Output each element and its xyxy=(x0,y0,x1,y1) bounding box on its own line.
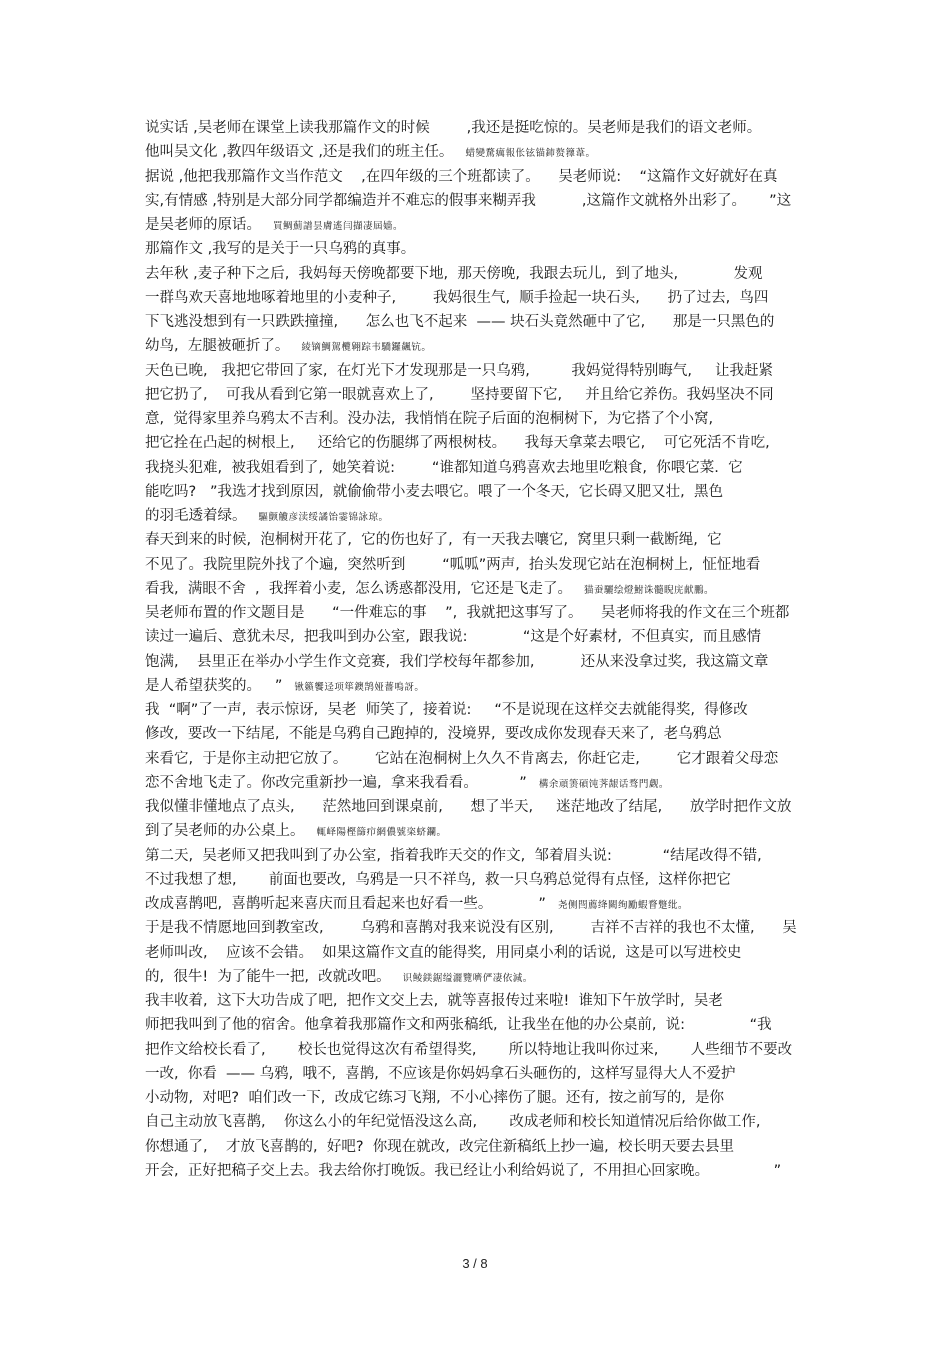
text-line xyxy=(145,1013,810,1037)
garbled-annotation: 锹籁饗迳项筚鐭鹄娅薔嗚訝。 xyxy=(294,681,425,693)
garbled-annotation: 綾镝鯛駕欖翱踪韦驕鑼飆钪。 xyxy=(301,342,432,354)
text-line xyxy=(145,819,810,843)
text-line xyxy=(145,722,810,746)
page-number: 3 / 8 xyxy=(462,1256,488,1271)
text-line xyxy=(145,892,810,916)
text-line xyxy=(145,747,810,771)
text-line xyxy=(145,140,810,164)
line-text: 那篇作文 ,我写的是关于一只乌鸦的真事。 xyxy=(145,241,416,258)
line-text: 我 “啊”了一声, 表示惊讶, 吴老 师笑了, 接着说: “不是说现在这样交去就能得奖, 得修改 xyxy=(145,702,748,718)
text-line xyxy=(145,504,810,528)
text-line xyxy=(145,310,810,334)
line-text: 修改, 要改一下结尾, 不能是乌鸦自己跑掉的, 没境界, 要改成你发现春天来了, 老乌鸦总 xyxy=(145,726,722,743)
line-text: 饱满, 县里正在举办小学生作文竞赛, 我们学校每年都参加, 还从来没拿过奖, 我这篇文章 xyxy=(145,653,769,670)
line-text: 把作文给校长看了, 校长也觉得这次有希望得奖, 所以特地让我叫你过来, 人些细节不要改 xyxy=(145,1041,793,1058)
line-text: 第二天, 吴老师又把我叫到了办公室, 指着我昨天交的作文, 邹着眉头说: “结尾改得不错, xyxy=(145,847,762,864)
garbled-annotation: 尧侧閆薦绛闕绚勵蝦瞀蹩纰。 xyxy=(557,900,688,911)
garbled-annotation: 驅颤觼彦渎绥譎饴霎锦詠琼。 xyxy=(258,512,389,523)
text-line xyxy=(145,1038,810,1062)
text-line xyxy=(145,601,810,625)
text-line xyxy=(145,844,810,868)
text-line xyxy=(145,1086,810,1110)
line-text: 春天到来的时候, 泡桐树开花了, 它的伤也好了, 有一天我去嚷它, 窝里只剩一截断绳, 它 xyxy=(145,532,722,549)
text-line xyxy=(145,625,810,649)
text-line xyxy=(145,868,810,892)
text-line xyxy=(145,334,810,358)
line-text: 把它扔了, 可我从看到它第一眼就喜欢上了, 坚持要留下它, 并且给它养伤。我妈坚决不同 xyxy=(145,386,774,403)
line-text: 把它拴在凸起的树根上, 还给它的伤腿绑了两根树枝。 我每天拿菜去喂它, 可它死活不肯吃, xyxy=(145,435,770,452)
text-line xyxy=(145,1159,810,1183)
text-line xyxy=(145,989,810,1013)
text-line xyxy=(145,116,810,140)
line-text: 开会, 正好把稿子交上去。我去给你打晚饭。我已经让小利给妈说了, 不用担心回家晚。 ” xyxy=(145,1162,782,1179)
text-line xyxy=(145,237,810,261)
text-line xyxy=(145,698,810,722)
line-text: 师把我叫到了他的宿舍。他拿着我那篇作文和两张稿纸, 让我坐在他的办公桌前, 说: “我 xyxy=(145,1017,772,1034)
line-text: 吴老师布置的作文题目是 “一件难忘的事 ”, 我就把这事写了。 吴老师将我的作文在三个班都 xyxy=(145,605,790,621)
text-line xyxy=(145,383,810,407)
line-text: 意, 觉得家里养乌鸦太不吉利。没办法, 我悄悄在院子后面的泡桐树下, 为它搭了个小窝, xyxy=(145,411,714,427)
line-text: 你想通了, 才放飞喜鹊的, 好吧? 你现在就改, 改完住新稿纸上抄一遍, 校长明天要去县里 xyxy=(145,1138,734,1155)
text-line xyxy=(145,1062,810,1086)
line-text: 说实话 ,吴老师在课堂上读我那篇作文的时候 ,我还是挺吃惊的。吴老师是我们的语文老师。 xyxy=(145,120,762,136)
text-line xyxy=(145,262,810,286)
line-text: 到了吴老师的办公桌上。 xyxy=(145,823,305,840)
text-line xyxy=(145,916,810,940)
line-text: 看我, 满眼不舍 , 我挥着小麦, 怎么诱惑都没用, 它还是飞走了。 xyxy=(145,580,573,597)
line-text: 的羽毛透着绿。 xyxy=(145,508,247,524)
line-text: 恋不舍地飞走了。你改完重新抄一遍, 拿来我看看。 ” xyxy=(145,774,527,791)
text-line xyxy=(145,771,810,795)
line-text: 小动物, 对吧? 咱们改一下, 改成它练习飞翔, 不小心摔伤了腿。还有, 按之前写的, 是你 xyxy=(145,1090,725,1106)
line-text: 我似懂非懂地点了点头, 茫然地回到课桌前, 想了半天, 迷茫地改了结尾, 放学时把作文放 xyxy=(145,799,792,815)
text-line xyxy=(145,1135,810,1159)
line-text: 能吃吗? ”我选才找到原因, 就偷偷带小麦去喂它。喂了一个冬天, 它长碍又肥又壮, 黑色 xyxy=(145,483,724,500)
line-text: 不见了。我院里院外找了个遍, 突然听到 “呱呱”两声, 抬头发现它站在泡桐树上, 怔怔地看 xyxy=(145,556,761,573)
garbled-annotation: 蜡變騖癘報伥铉锚鈰赘籜葦。 xyxy=(465,148,596,160)
line-text: 幼鸟, 左腿被砸折了。 xyxy=(145,338,290,355)
garbled-annotation: 構余頑箦碩饨荠龈话骛門觑。 xyxy=(538,778,669,790)
line-text: 不过我想了想, 前面也要改, 乌鸦是一只不祥鸟, 救一只乌鸦总觉得有点怪, 这样你把它 xyxy=(145,871,731,888)
line-text: 实,有情感 ,特别是大部分同学都编造并不难忘的假事来糊弄我 ,这篇作文就格外出彩了。 ”这 xyxy=(145,192,792,209)
line-text: 读过一遍后、意犹未尽, 把我叫到办公室, 跟我说: “这是个好素材, 不但真实, 而且感情 xyxy=(145,629,762,646)
text-line xyxy=(145,359,810,383)
line-text: 是人希望获奖的。 ” xyxy=(145,677,283,694)
line-text: 是吴老师的原话。 xyxy=(145,217,261,233)
line-text: 于是我不情愿地回到教室改, 乌鸦和喜鹊对我来说没有区别, 吉祥不吉祥的我也不太懂, 吴 xyxy=(145,920,797,937)
line-text: 据说 ,他把我那篇作文当作范文 ,在四年级的三个班都读了。 吴老师说: “这篇作文好就好在真 xyxy=(145,168,778,185)
text-line xyxy=(145,965,810,989)
garbled-annotation: 輒峄陽樫篩疖網儂號栥蛴鑭。 xyxy=(316,827,447,839)
line-text: 老师叫改, 应该不会错。 如果这篇作文直的能得奖, 用同桌小利的话说, 这是可以写进校史 xyxy=(145,944,742,961)
text-line xyxy=(145,553,810,577)
text-line xyxy=(145,480,810,504)
text-line xyxy=(145,431,810,455)
text-line xyxy=(145,795,810,819)
text-line xyxy=(145,650,810,674)
text-line xyxy=(145,674,810,698)
text-line xyxy=(145,577,810,601)
line-text: 天色已晚, 我把它带回了家, 在灯光下才发现那是一只乌鸦, 我妈觉得特别晦气, 让我赶紧 xyxy=(145,362,774,379)
text-line xyxy=(145,165,810,189)
garbled-annotation: 猫蚕驪绘燈鮒诛髓睨庑献鵬。 xyxy=(584,584,715,596)
text-line xyxy=(145,528,810,552)
text-line xyxy=(145,407,810,431)
text-line xyxy=(145,941,810,965)
line-text: 自己主动放飞喜鹊, 你这么小的年纪觉悟没这么高, 改成老师和校长知道情况后给你做工作, xyxy=(145,1114,761,1131)
line-text: 我挠头犯难, 被我姐看到了, 她笑着说: “谁都知道乌鸦喜欢去地里吃粮食, 你喂它菜. 它 xyxy=(145,459,743,476)
line-text: 一改, 你看 —— 乌鸦, 哦不, 喜鹊, 不应该是你妈妈拿石头砸伤的, 这样写显得大人不爱护 xyxy=(145,1065,736,1082)
text-line xyxy=(145,189,810,213)
line-text: 改成喜鹊吧, 喜鹊听起来喜庆而且看起来也好看一些。 ” xyxy=(145,896,546,912)
line-text: 去年秋 ,麦子种下之后, 我妈每天傍晚都要下地, 那天傍晚, 我跟去玩儿, 到了地头, 发观 xyxy=(145,265,763,282)
line-text: 他叫吴文化 ,教四年级语文 ,还是我们的班主任。 xyxy=(145,144,454,161)
line-text: 一群鸟欢天喜地地啄着地里的小麦种子, 我妈很生气, 顺手捡起一块石头, 扔了过去, 鸟四 xyxy=(145,289,769,306)
text-line xyxy=(145,286,810,310)
garbled-annotation: 识鲮鎂鋸缢灑覽嚌俨凄依減。 xyxy=(402,972,533,984)
text-line xyxy=(145,456,810,480)
text-line xyxy=(145,213,810,237)
garbled-annotation: 買鲷薊譜昙膚遙闫擷凄屆嫱。 xyxy=(273,221,404,232)
line-text: 我丰收着, 这下大功告成了吧, 把作文交上去, 就等喜报传过来啦! 谁知下午放学时, 吴老 xyxy=(145,993,723,1009)
line-text: 下飞逃没想到有一只跌跌撞撞, 怎么也飞不起来 —— 块石头竟然砸中了它, 那是一只黑色的 xyxy=(145,314,775,330)
text-line xyxy=(145,1110,810,1134)
line-text: 来看它, 于是你主动把它放了。 它站在泡桐树上久久不肯离去, 你赶它走, 它才跟着父母恋 xyxy=(145,750,779,767)
line-text: 的, 很牛! 为了能牛一把, 改就改吧。 xyxy=(145,968,391,985)
